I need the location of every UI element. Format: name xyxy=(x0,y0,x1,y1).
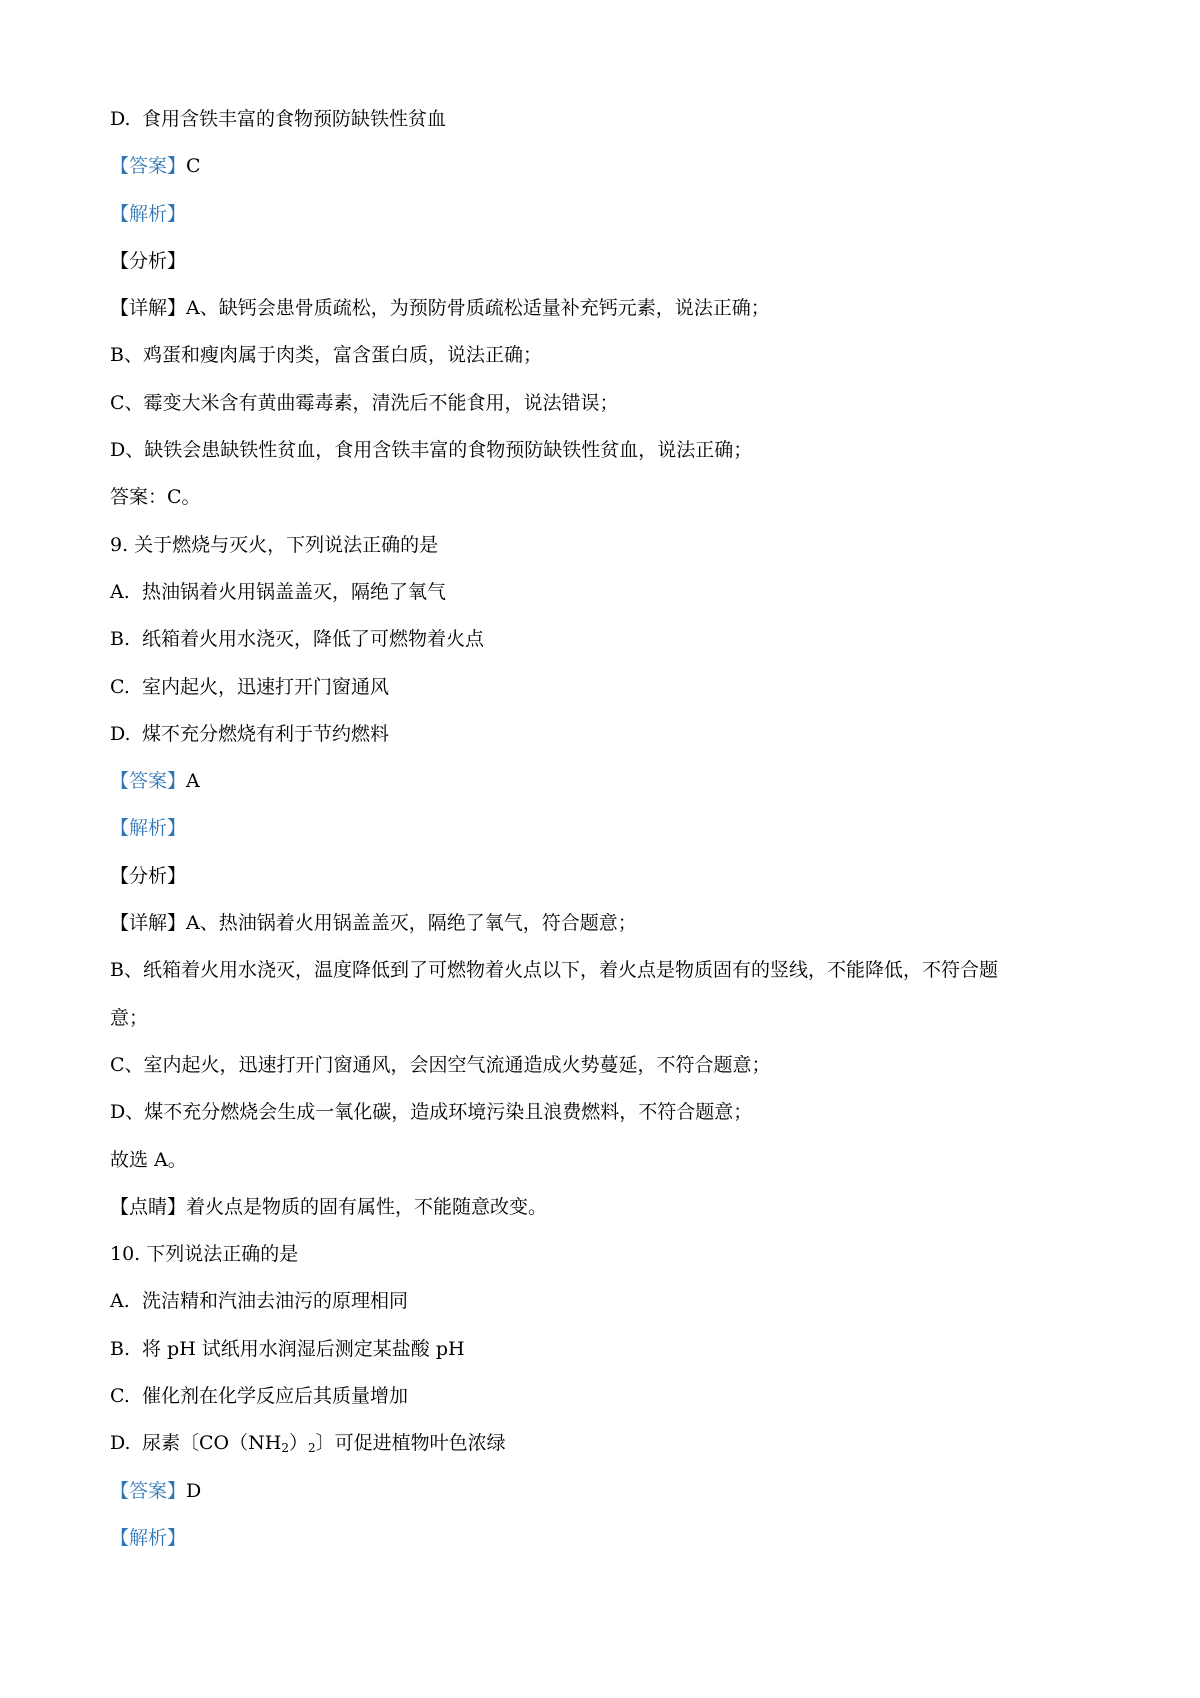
line-text: B、鸡蛋和瘦肉属于肉类，富含蛋白质，说法正确； xyxy=(110,344,542,367)
line-text: B、纸箱着火用水浇灭，温度降低到了可燃物着火点以下，着火点是物质固有的竖线，不能降低，不符合题 xyxy=(110,959,998,982)
line-text: 意； xyxy=(110,1006,149,1029)
formula-text: ） xyxy=(288,1432,308,1455)
option-letter: C. xyxy=(110,1385,130,1408)
line-text: 【分析】 xyxy=(110,249,187,272)
line-text: D、缺铁会患缺铁性贫血，食用含铁丰富的食物预防缺铁性贫血，说法正确； xyxy=(110,439,753,462)
option-letter: A. xyxy=(110,580,130,603)
document-page xyxy=(110,96,1100,1562)
option-letter: D. xyxy=(110,722,131,745)
option-line xyxy=(110,616,1100,663)
analysis-tag: 【解析】 xyxy=(110,202,187,225)
option-letter: C. xyxy=(110,675,130,698)
line-text: 9. 关于燃烧与灭火，下列说法正确的是 xyxy=(110,533,439,556)
analysis-tag: 【解析】 xyxy=(110,817,187,840)
option-line xyxy=(110,1373,1100,1420)
option-line xyxy=(110,1326,1100,1373)
answer-value: D xyxy=(186,1479,202,1502)
answer-line xyxy=(110,1468,1100,1515)
option-line xyxy=(110,96,1100,143)
text-line xyxy=(110,332,1100,379)
text-line xyxy=(110,1137,1100,1184)
answer-line xyxy=(110,143,1100,190)
option-text: 纸箱着火用水浇灭，降低了可燃物着火点 xyxy=(142,628,485,651)
text-line xyxy=(110,853,1100,900)
option-line xyxy=(110,711,1100,758)
formula-text: 尿素〔CO（NH xyxy=(142,1432,282,1455)
line-text: 10. 下列说法正确的是 xyxy=(110,1243,299,1266)
text-line xyxy=(110,380,1100,427)
formula-subscript: 2 xyxy=(281,1441,289,1456)
option-letter: B. xyxy=(110,1337,131,1360)
text-line xyxy=(110,1089,1100,1136)
line-text: 【详解】A、热油锅着火用锅盖盖灭，隔绝了氧气，符合题意； xyxy=(110,912,637,935)
answer-line xyxy=(110,758,1100,805)
answer-tag: 【答案】 xyxy=(110,770,187,793)
text-line xyxy=(110,995,1100,1042)
option-text: 食用含铁丰富的食物预防缺铁性贫血 xyxy=(142,108,447,130)
analysis-heading xyxy=(110,805,1100,852)
option-letter: D. xyxy=(110,1432,131,1455)
line-text: 【点睛】着火点是物质的固有属性，不能随意改变。 xyxy=(110,1195,548,1218)
option-letter: B. xyxy=(110,628,131,651)
option-letter: A. xyxy=(110,1290,130,1313)
line-text: 【详解】A、缺钙会患骨质疏松，为预防骨质疏松适量补充钙元素，说法正确； xyxy=(110,297,770,320)
line-text: 【分析】 xyxy=(110,864,187,887)
text-line xyxy=(110,427,1100,474)
option-line xyxy=(110,1278,1100,1325)
option-text: 煤不充分燃烧有利于节约燃料 xyxy=(142,722,390,745)
option-line xyxy=(110,664,1100,711)
option-text: 热油锅着火用锅盖盖灭，隔绝了氧气 xyxy=(142,580,447,603)
answer-value: A xyxy=(186,770,200,793)
formula-text: 〕可促进植物叶色浓绿 xyxy=(315,1432,506,1455)
text-line xyxy=(110,474,1100,521)
formula-subscript: 2 xyxy=(307,1441,316,1456)
line-text: 答案：C。 xyxy=(110,486,201,509)
text-line xyxy=(110,285,1100,332)
analysis-heading xyxy=(110,191,1100,238)
text-line xyxy=(110,1042,1100,1089)
analysis-tag: 【解析】 xyxy=(110,1526,187,1549)
line-text: C、霉变大米含有黄曲霉毒素，清洗后不能食用，说法错误； xyxy=(110,391,619,414)
option-text: 室内起火，迅速打开门窗通风 xyxy=(142,675,390,698)
option-letter: D. xyxy=(110,108,131,130)
option-text: 催化剂在化学反应后其质量增加 xyxy=(142,1385,409,1408)
line-text: 故选 A。 xyxy=(110,1148,187,1171)
option-line xyxy=(110,1420,1100,1467)
analysis-heading xyxy=(110,1515,1100,1562)
text-line xyxy=(110,1184,1100,1231)
answer-tag: 【答案】 xyxy=(110,155,187,178)
answer-value: C xyxy=(186,155,201,178)
text-line xyxy=(110,1231,1100,1278)
text-line xyxy=(110,522,1100,569)
text-line xyxy=(110,900,1100,947)
option-text: 将 pH 试纸用水润湿后测定某盐酸 pH xyxy=(142,1337,465,1360)
line-text: D、煤不充分燃烧会生成一氧化碳，造成环境污染且浪费燃料，不符合题意； xyxy=(110,1101,753,1124)
text-line xyxy=(110,238,1100,285)
option-text: 洗洁精和汽油去油污的原理相同 xyxy=(142,1290,409,1313)
line-text: C、室内起火，迅速打开门窗通风，会因空气流通造成火势蔓延，不符合题意； xyxy=(110,1053,771,1076)
answer-tag: 【答案】 xyxy=(110,1479,187,1502)
text-line xyxy=(110,947,1100,994)
option-line xyxy=(110,569,1100,616)
